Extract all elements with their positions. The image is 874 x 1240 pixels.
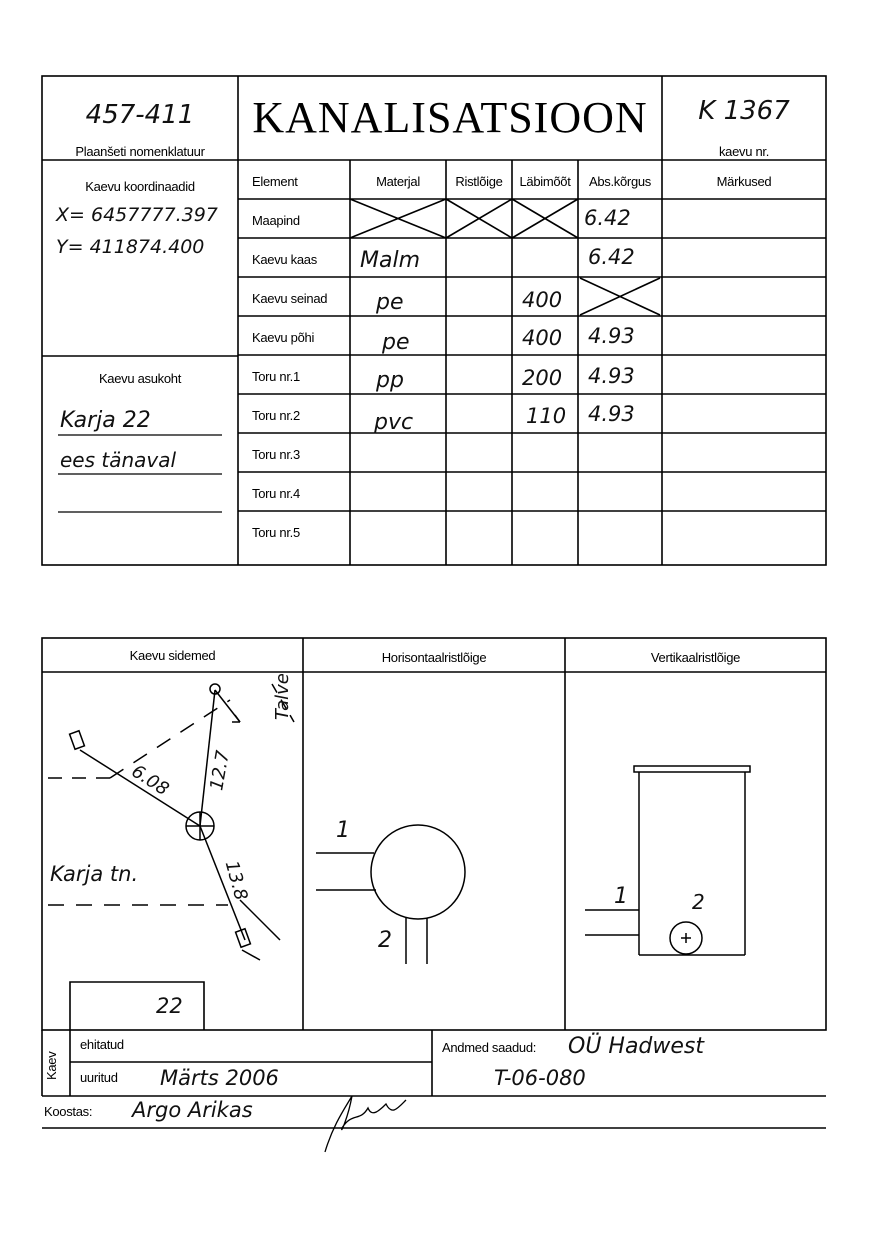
data-source-code: T-06-080 xyxy=(494,1066,586,1090)
pipe-1-label: 1 xyxy=(336,818,350,843)
nomenclature-value: 457-411 xyxy=(85,100,195,130)
well-side-label: Kaev xyxy=(44,1051,59,1080)
row-diameter: 200 xyxy=(522,366,563,390)
row-element: Maapind xyxy=(252,213,300,228)
row-element: Kaevu seinad xyxy=(252,291,328,306)
location-line-2: ees tänaval xyxy=(60,448,177,472)
location-label: Kaevu asukoht xyxy=(98,371,182,386)
distance-3: 13.8 xyxy=(220,858,252,903)
row-material: pvc xyxy=(374,410,414,435)
row-element: Toru nr.1 xyxy=(252,369,300,384)
coord-y: Y= 411874.400 xyxy=(56,236,205,258)
distance-1: 6.08 xyxy=(127,760,173,801)
row-element: Toru nr.4 xyxy=(252,486,300,501)
col-header-element: Element xyxy=(252,174,298,189)
row-element: Kaevu kaas xyxy=(252,252,317,267)
row-height: 6.42 xyxy=(584,206,631,230)
row-element: Kaevu põhi xyxy=(252,330,315,345)
compiled-label: Koostas: xyxy=(44,1104,93,1119)
ties-title: Kaevu sidemed xyxy=(129,648,216,663)
coord-x: X= 6457777.397 xyxy=(56,204,218,226)
col-header-section: Ristlõige xyxy=(455,174,503,189)
row-material: Malm xyxy=(360,248,421,273)
col-header-diameter: Läbimõõt xyxy=(519,174,571,189)
distance-2: 12.7 xyxy=(206,748,234,793)
row-height: 6.42 xyxy=(588,245,635,269)
surveyed-label: uuritud xyxy=(80,1070,118,1085)
row-element: Toru nr.3 xyxy=(252,447,300,462)
row-diameter: 400 xyxy=(522,326,563,350)
signature-image xyxy=(325,1096,406,1152)
row-material: pe xyxy=(382,330,410,355)
vertical-pipe-1-label: 1 xyxy=(614,884,628,909)
row-element: Toru nr.2 xyxy=(252,408,300,423)
row-material: pe xyxy=(376,290,404,315)
row-height: 4.93 xyxy=(588,324,635,348)
row-height: 4.93 xyxy=(588,364,635,388)
row-diameter: 110 xyxy=(526,404,567,428)
row-diameter: 400 xyxy=(522,288,563,312)
vertical-pipe-2-label: 2 xyxy=(692,890,705,914)
house-number: 22 xyxy=(156,994,183,1018)
location-line-1: Karja 22 xyxy=(60,408,151,433)
data-source-value: OÜ Hadwest xyxy=(568,1034,705,1059)
talve-label: Talve xyxy=(272,673,293,720)
surveyed-value: Märts 2006 xyxy=(160,1066,279,1090)
row-element: Toru nr.5 xyxy=(252,525,300,540)
page-title: KANALISATSIOON xyxy=(252,93,648,142)
nomenclature-label: Plaanšeti nomenklatuur xyxy=(75,144,205,159)
vertical-section-title: Vertikaalristlõige xyxy=(650,650,741,665)
row-material: pp xyxy=(376,368,404,393)
well-number-label: kaevu nr. xyxy=(718,144,770,159)
col-header-material: Materjal xyxy=(376,174,420,189)
pipe-2-label: 2 xyxy=(378,928,392,953)
row-height: 4.93 xyxy=(588,402,635,426)
vertical-section-sketch xyxy=(585,766,750,955)
compiled-value: Argo Arikas xyxy=(132,1098,253,1122)
built-label: ehitatud xyxy=(80,1037,124,1052)
street-label: Karja tn. xyxy=(50,862,139,886)
well-ties-sketch xyxy=(48,684,294,960)
horizontal-section-title: Horisontaalristlõige xyxy=(381,650,487,665)
well-number-value: K 1367 xyxy=(698,96,790,126)
data-source-label: Andmed saadud: xyxy=(442,1040,537,1055)
col-header-abs-height: Abs.kõrgus xyxy=(588,174,652,189)
coords-label: Kaevu koordinaadid xyxy=(85,179,195,194)
col-header-notes: Märkused xyxy=(716,174,772,189)
